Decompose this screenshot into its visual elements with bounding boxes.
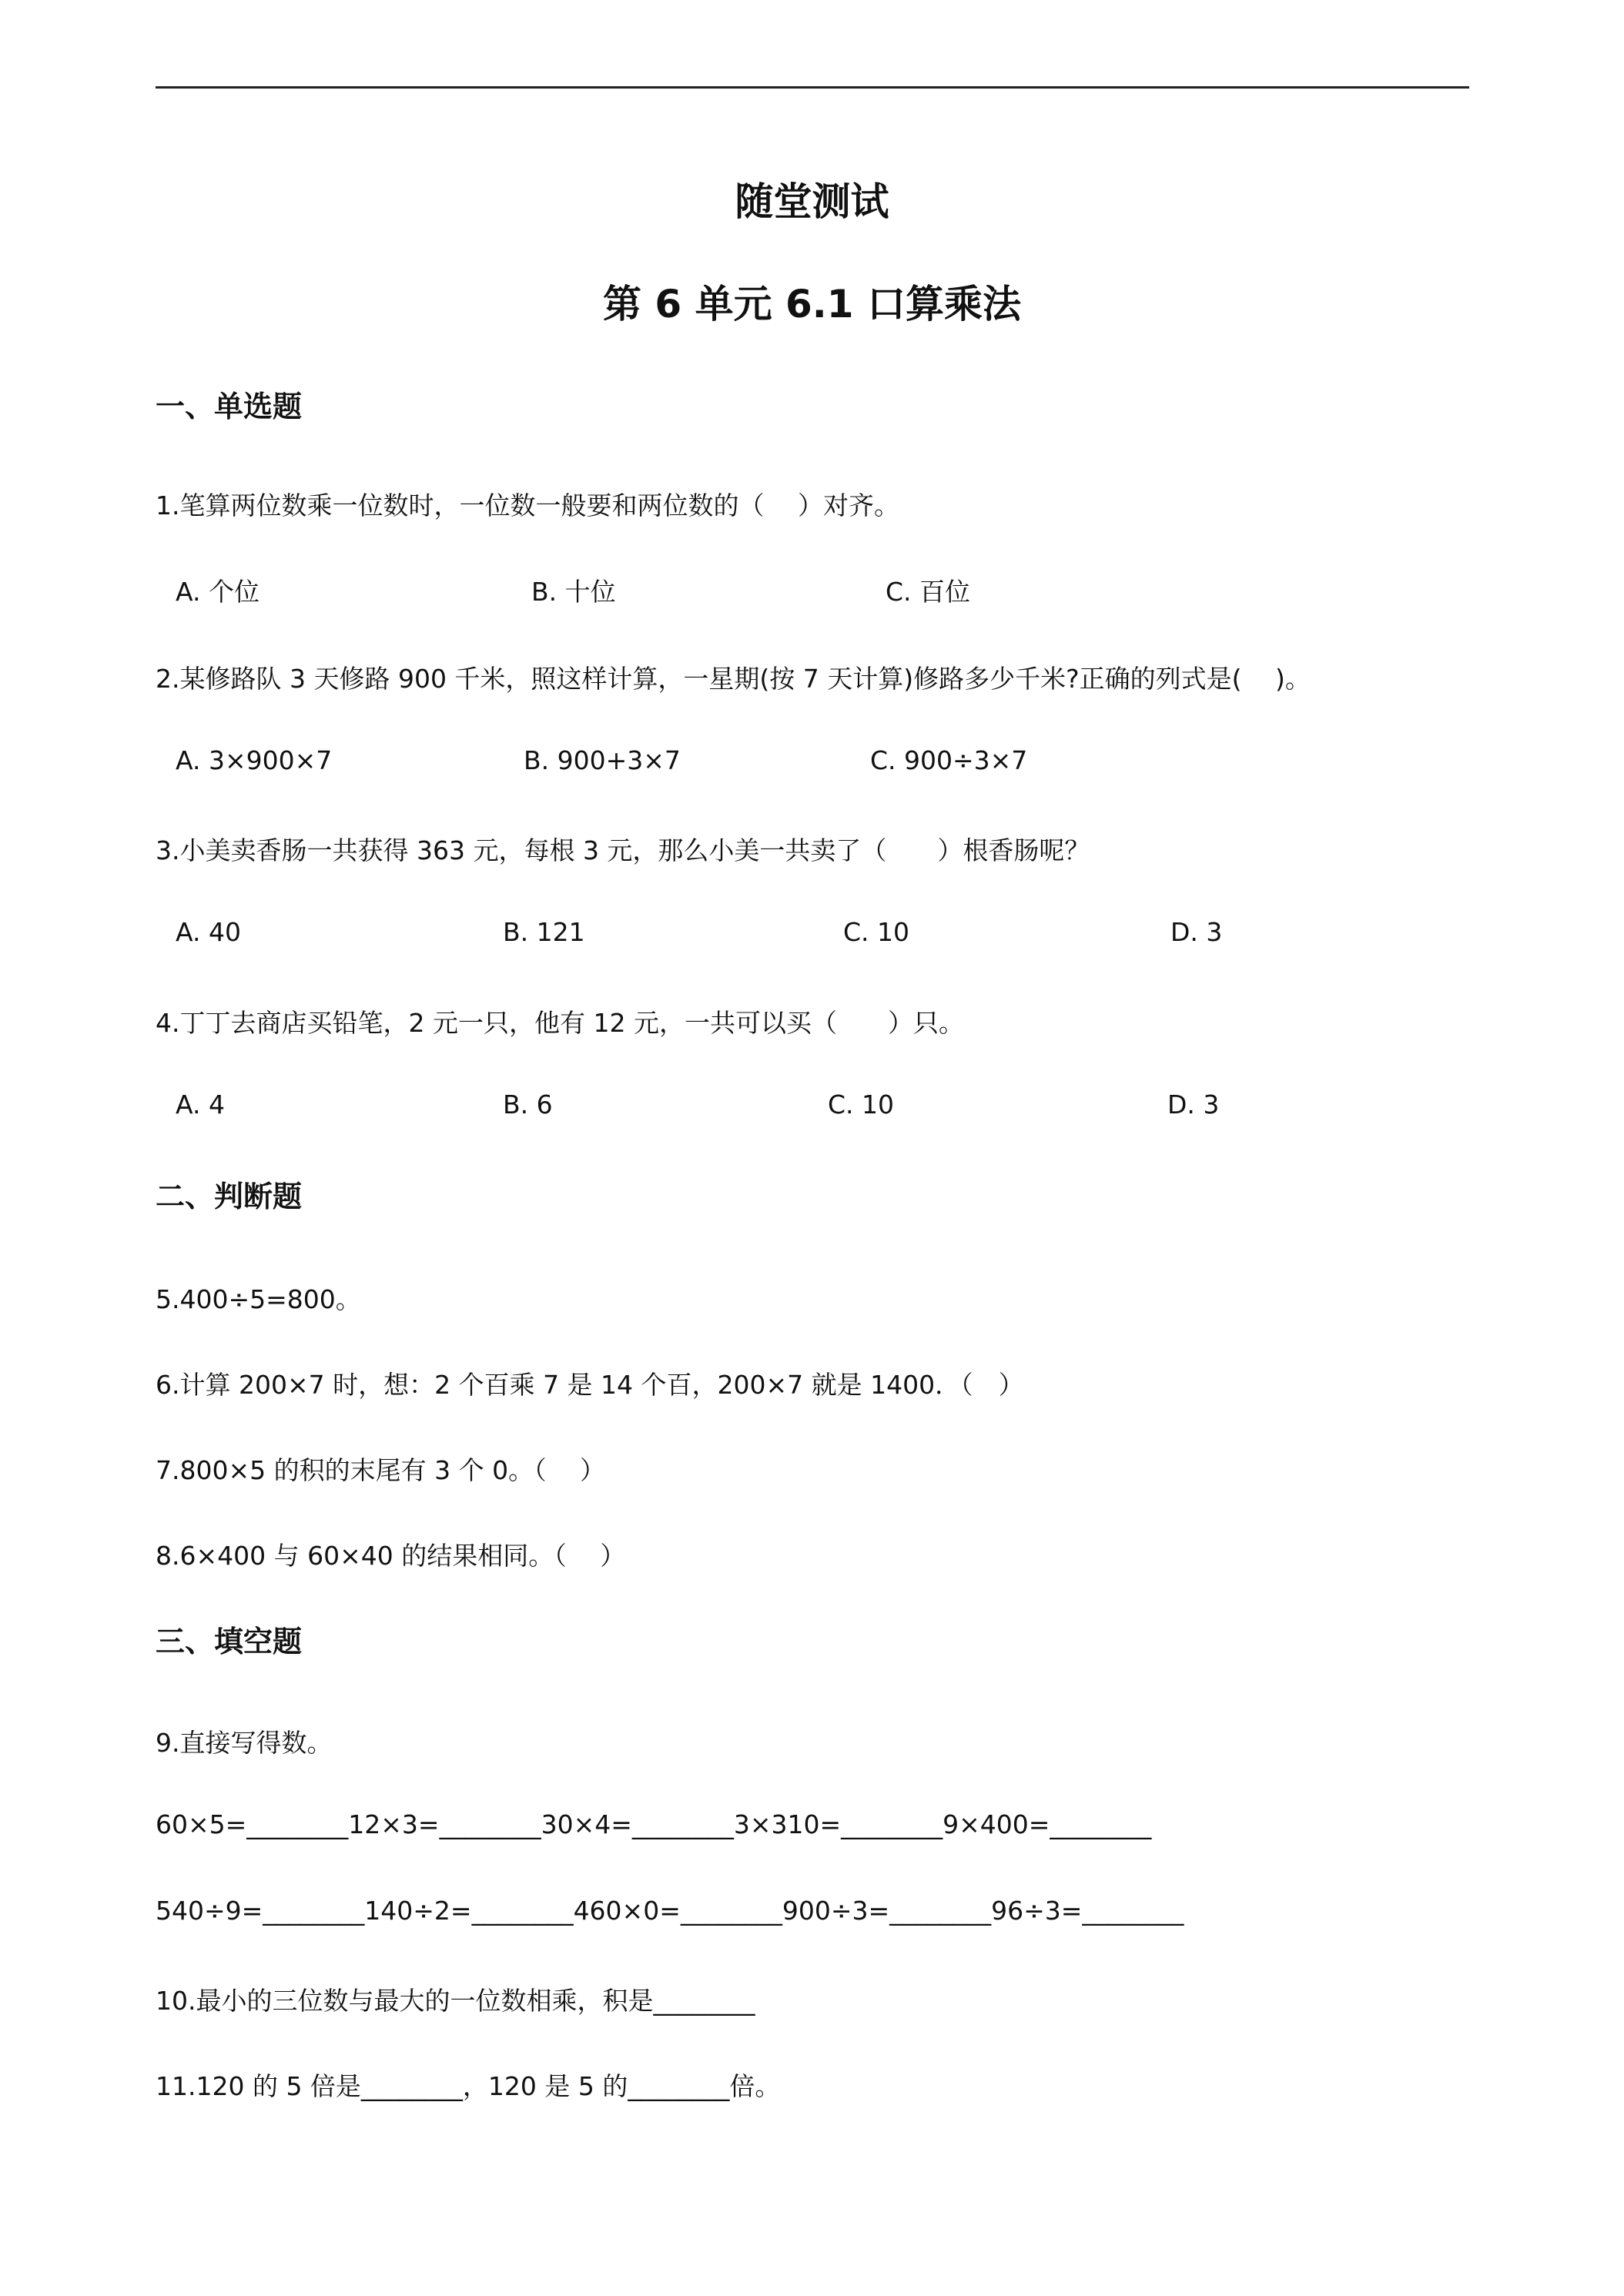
section-heading-true-false: 二、判断题 (156, 1180, 303, 1213)
q1-option-a[interactable]: A. 个位 (176, 577, 260, 607)
calc-row-2: 540÷9=________140÷2=________460×0=________900÷3=________96÷3=________ (156, 1896, 1184, 1926)
question-7: 7.800×5 的积的末尾有 3 个 0。（ ） (156, 1455, 606, 1485)
q4-option-d[interactable]: D. 3 (1167, 1089, 1220, 1120)
q4-option-b[interactable]: B. 6 (503, 1089, 553, 1120)
question-5: 5.400÷5=800。 (156, 1284, 361, 1314)
q4-option-a[interactable]: A. 4 (176, 1089, 225, 1120)
q2-option-b[interactable]: B. 900+3×7 (524, 745, 681, 775)
q1-option-c[interactable]: C. 百位 (886, 577, 971, 607)
q2-option-a[interactable]: A. 3×900×7 (176, 745, 333, 775)
q2-option-c[interactable]: C. 900÷3×7 (870, 745, 1028, 775)
calc-row-1: 60×5=________12×3=________30×4=________3×310=________9×400=________ (156, 1809, 1152, 1839)
question-8: 8.6×400 与 60×40 的结果相同。（ ） (156, 1541, 626, 1571)
page-title: 随堂测试 (735, 179, 889, 224)
header-rule (156, 86, 1469, 89)
page-subtitle: 第 6 单元 6.1 口算乘法 (603, 282, 1021, 326)
question-1: 1.笔算两位数乘一位数时，一位数一般要和两位数的（ ）对齐。 (156, 490, 899, 520)
question-6: 6.计算 200×7 时，想：2 个百乘 7 是 14 个百，200×7 就是 1400．（ ） (156, 1370, 1024, 1400)
question-4: 4.丁丁去商店买铅笔，2 元一只，他有 12 元，一共可以买（ ）只。 (156, 1008, 964, 1038)
q3-option-b[interactable]: B. 121 (503, 917, 585, 947)
section-heading-single-choice: 一、单选题 (156, 390, 303, 423)
q3-option-a[interactable]: A. 40 (176, 917, 241, 947)
question-10: 10.最小的三位数与最大的一位数相乘，积是________ (156, 1986, 755, 2016)
q3-option-c[interactable]: C. 10 (843, 917, 910, 947)
question-11: 11.120 的 5 倍是________，120 是 5 的________倍。 (156, 2071, 781, 2101)
question-3: 3.小美卖香肠一共获得 363 元，每根 3 元，那么小美一共卖了（ ）根香肠呢？ (156, 835, 1090, 865)
question-2: 2.某修路队 3 天修路 900 千米，照这样计算，一星期(按 7 天计算)修路多少千米?正确的列式是( )。 (156, 664, 1311, 694)
section-heading-fill-in: 三、填空题 (156, 1625, 303, 1658)
q1-option-b[interactable]: B. 十位 (531, 577, 616, 607)
q3-option-d[interactable]: D. 3 (1170, 917, 1223, 947)
question-9: 9.直接写得数。 (156, 1728, 333, 1758)
q4-option-c[interactable]: C. 10 (828, 1089, 895, 1120)
